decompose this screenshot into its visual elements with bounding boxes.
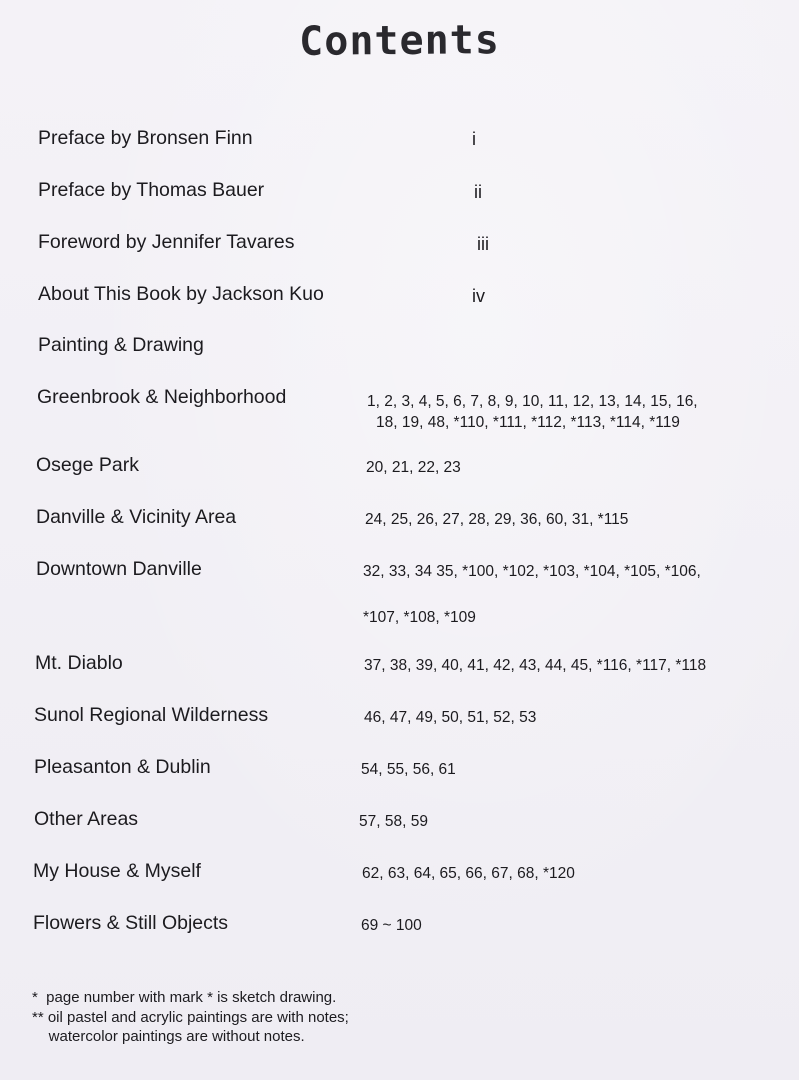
toc-pages-line1: 32, 33, 34 35, *100, *102, *103, *104, *105, *106, [363, 563, 701, 580]
toc-label: Painting & Drawing [38, 334, 204, 356]
contents-title: Contents [298, 17, 501, 65]
toc-pages: 20, 21, 22, 23 [366, 459, 461, 476]
toc-label: Greenbrook & Neighborhood [37, 386, 287, 408]
toc-pages: 54, 55, 56, 61 [361, 761, 456, 778]
toc-label: About This Book by Jackson Kuo [38, 283, 324, 305]
toc-pages: 46, 47, 49, 50, 51, 52, 53 [364, 709, 537, 726]
toc-pages: 57, 58, 59 [359, 813, 428, 830]
toc-label: Sunol Regional Wilderness [34, 704, 269, 726]
footnote-watercolor: watercolor paintings are without notes. [32, 1028, 305, 1045]
toc-pages: 37, 38, 39, 40, 41, 42, 43, 44, 45, *116, *117, *118 [364, 657, 707, 674]
toc-label: Preface by Bronsen Finn [38, 127, 253, 149]
toc-label: Pleasanton & Dublin [34, 756, 211, 778]
toc-pages: 24, 25, 26, 27, 28, 29, 36, 60, 31, *115 [365, 511, 629, 528]
toc-pages: 62, 63, 64, 65, 66, 67, 68, *120 [362, 865, 575, 882]
toc-pages: ii [474, 182, 482, 202]
toc-pages: iii [477, 234, 489, 254]
toc-pages: 69 ~ 100 [361, 917, 422, 934]
toc-label: Flowers & Still Objects [33, 912, 229, 934]
toc-label: My House & Myself [33, 860, 201, 882]
toc-label: Danville & Vicinity Area [36, 506, 237, 528]
toc-label: Mt. Diablo [35, 652, 123, 674]
footnotes [32, 988, 349, 1047]
toc-label: Preface by Thomas Bauer [38, 179, 265, 201]
toc-pages-line2: *107, *108, *109 [363, 609, 476, 626]
toc-pages-line1: 1, 2, 3, 4, 5, 6, 7, 8, 9, 10, 11, 12, 13, 14, 15, 16, [367, 393, 698, 410]
toc-label: Foreword by Jennifer Tavares [38, 231, 295, 253]
toc-label: Osege Park [36, 454, 139, 476]
toc-pages: i [472, 129, 476, 149]
toc-pages-line2: 18, 19, 48, *110, *111, *112, *113, *114, *119 [376, 414, 680, 431]
toc-label: Other Areas [34, 808, 139, 830]
toc-pages: iv [472, 286, 485, 306]
footnote-notes: ** oil pastel and acrylic paintings are with notes; [32, 1008, 349, 1026]
footnote-sketch: * page number with mark * is sketch drawing. [32, 989, 337, 1006]
toc-label: Downtown Danville [36, 558, 202, 580]
